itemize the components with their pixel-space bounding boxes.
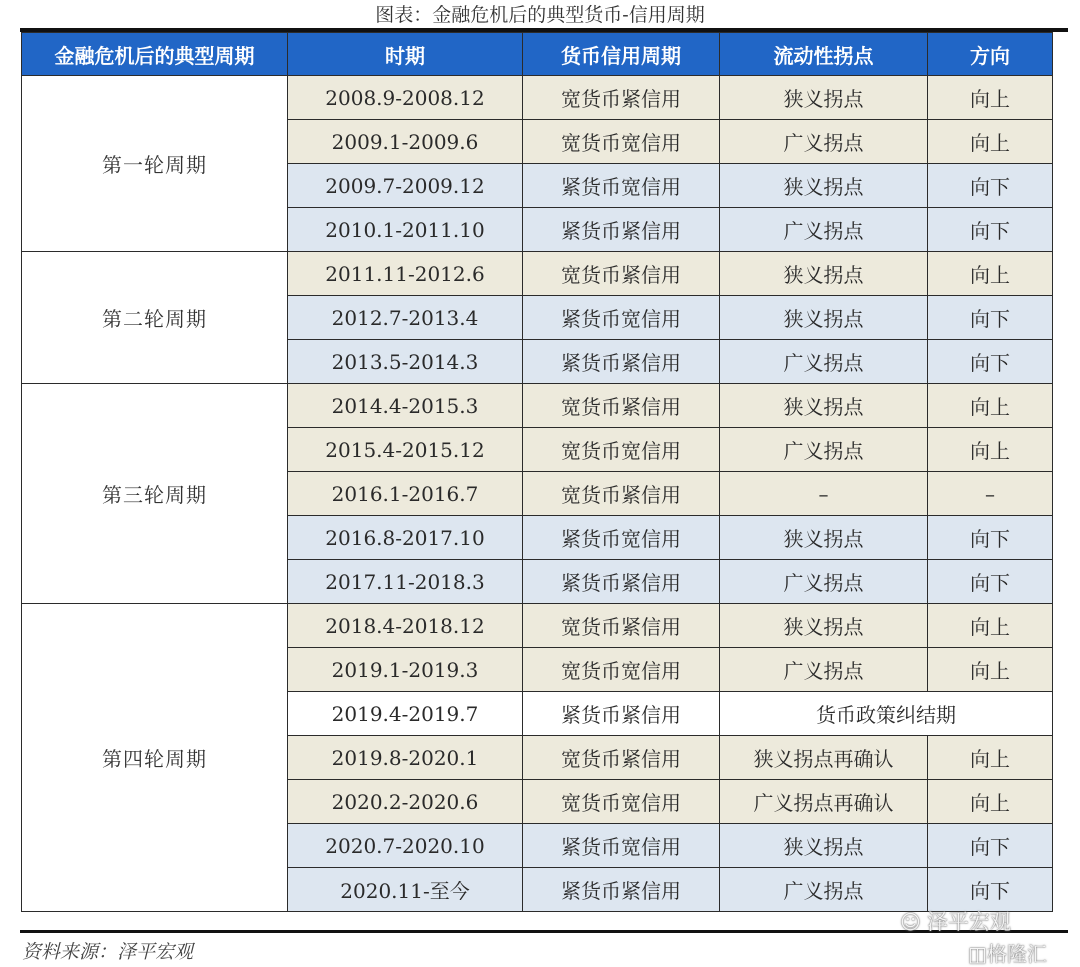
table-header-row [22, 33, 1053, 76]
direction-cell: 向下 [928, 164, 1053, 208]
period-cell: 2017.11-2018.3 [288, 560, 523, 604]
period-cell: 2013.5-2014.3 [288, 340, 523, 384]
direction-cell: 向上 [928, 120, 1053, 164]
liquidity-point-cell: 狭义拐点 [720, 76, 928, 120]
direction-cell: 向下 [928, 560, 1053, 604]
table-row [22, 76, 1053, 120]
liquidity-point-cell: 广义拐点 [720, 120, 928, 164]
money-credit-cell: 紧货币紧信用 [523, 560, 720, 604]
money-credit-cell: 紧货币紧信用 [523, 692, 720, 736]
period-cell: 2016.8-2017.10 [288, 516, 523, 560]
period-cell: 2010.1-2011.10 [288, 208, 523, 252]
cycle-cell: 第三轮周期 [22, 384, 288, 604]
direction-cell: 向上 [928, 648, 1053, 692]
table-row [22, 252, 1053, 296]
period-cell: 2020.11-至今 [288, 868, 523, 912]
direction-cell: 向下 [928, 296, 1053, 340]
table-caption: 图表：金融危机后的典型货币-信用周期 [375, 4, 705, 26]
money-credit-cell: 紧货币宽信用 [523, 164, 720, 208]
period-cell: 2011.11-2012.6 [288, 252, 523, 296]
direction-cell: – [928, 472, 1053, 516]
wechat-icon: ☺ [900, 910, 921, 934]
money-credit-cell: 宽货币紧信用 [523, 604, 720, 648]
direction-cell: 向上 [928, 604, 1053, 648]
period-cell: 2020.2-2020.6 [288, 780, 523, 824]
money-credit-cell: 宽货币宽信用 [523, 648, 720, 692]
liquidity-point-cell: 狭义拐点 [720, 296, 928, 340]
direction-cell: 向下 [928, 208, 1053, 252]
liquidity-point-cell: 狭义拐点 [720, 252, 928, 296]
period-cell: 2020.7-2020.10 [288, 824, 523, 868]
liquidity-point-cell: 狭义拐点 [720, 164, 928, 208]
direction-cell: 向下 [928, 340, 1053, 384]
watermark-account [900, 906, 1011, 936]
money-credit-cell: 宽货币宽信用 [523, 428, 720, 472]
period-cell: 2014.4-2015.3 [288, 384, 523, 428]
direction-cell: 向上 [928, 780, 1053, 824]
liquidity-point-cell: 狭义拐点 [720, 384, 928, 428]
header-money-credit: 货币信用周期 [523, 33, 720, 76]
period-cell: 2019.8-2020.1 [288, 736, 523, 780]
money-credit-cell: 紧货币紧信用 [523, 868, 720, 912]
direction-cell: 向上 [928, 252, 1053, 296]
cycle-cell: 第二轮周期 [22, 252, 288, 384]
header-direction: 方向 [928, 33, 1053, 76]
money-credit-cell: 紧货币宽信用 [523, 296, 720, 340]
money-credit-cell: 宽货币紧信用 [523, 384, 720, 428]
liquidity-point-cell: 狭义拐点 [720, 516, 928, 560]
period-cell: 2018.4-2018.12 [288, 604, 523, 648]
liquidity-point-cell: 广义拐点 [720, 648, 928, 692]
money-credit-cell: 紧货币紧信用 [523, 208, 720, 252]
direction-cell: 向上 [928, 428, 1053, 472]
liquidity-point-cell: – [720, 472, 928, 516]
direction-cell: 向上 [928, 384, 1053, 428]
money-credit-cell: 宽货币宽信用 [523, 120, 720, 164]
period-cell: 2015.4-2015.12 [288, 428, 523, 472]
money-credit-cell: 宽货币宽信用 [523, 780, 720, 824]
watermark-site [968, 938, 1047, 967]
money-credit-cell: 紧货币宽信用 [523, 824, 720, 868]
money-credit-cell: 紧货币宽信用 [523, 516, 720, 560]
period-cell: 2019.1-2019.3 [288, 648, 523, 692]
money-credit-cell: 紧货币紧信用 [523, 340, 720, 384]
period-cell: 2009.7-2009.12 [288, 164, 523, 208]
liquidity-point-cell: 广义拐点再确认 [720, 780, 928, 824]
period-cell: 2012.7-2013.4 [288, 296, 523, 340]
liquidity-point-cell: 狭义拐点 [720, 604, 928, 648]
money-credit-cell: 宽货币紧信用 [523, 472, 720, 516]
table-row [22, 604, 1053, 648]
header-liquidity-point: 流动性拐点 [720, 33, 928, 76]
cycle-cell: 第四轮周期 [22, 604, 288, 912]
money-credit-cell: 宽货币紧信用 [523, 76, 720, 120]
period-cell: 2019.4-2019.7 [288, 692, 523, 736]
cycle-cell: 第一轮周期 [22, 76, 288, 252]
header-cycle: 金融危机后的典型周期 [22, 33, 288, 76]
watermark-site-text: 格隆汇 [986, 942, 1047, 966]
direction-cell: 向下 [928, 868, 1053, 912]
liquidity-point-cell: 狭义拐点再确认 [720, 736, 928, 780]
liquidity-point-cell: 广义拐点 [720, 208, 928, 252]
money-credit-cell: 宽货币紧信用 [523, 736, 720, 780]
header-period: 时期 [288, 33, 523, 76]
money-credit-cycle-table [21, 32, 1053, 912]
period-cell: 2016.1-2016.7 [288, 472, 523, 516]
table-row [22, 384, 1053, 428]
source-note: 资料来源：泽平宏观 [22, 941, 194, 963]
direction-cell: 向上 [928, 736, 1053, 780]
watermark-account-text: 泽平宏观 [926, 910, 1011, 934]
policy-tangle-cell: 货币政策纠结期 [720, 692, 1053, 736]
liquidity-point-cell: 狭义拐点 [720, 824, 928, 868]
period-cell: 2008.9-2008.12 [288, 76, 523, 120]
liquidity-point-cell: 广义拐点 [720, 340, 928, 384]
liquidity-point-cell: 广义拐点 [720, 560, 928, 604]
liquidity-point-cell: 广义拐点 [720, 428, 928, 472]
liquidity-point-cell: 广义拐点 [720, 868, 928, 912]
period-cell: 2009.1-2009.6 [288, 120, 523, 164]
direction-cell: 向上 [928, 76, 1053, 120]
direction-cell: 向下 [928, 824, 1053, 868]
money-credit-cell: 宽货币紧信用 [523, 252, 720, 296]
site-logo-icon: ◫ [968, 942, 987, 966]
direction-cell: 向下 [928, 516, 1053, 560]
